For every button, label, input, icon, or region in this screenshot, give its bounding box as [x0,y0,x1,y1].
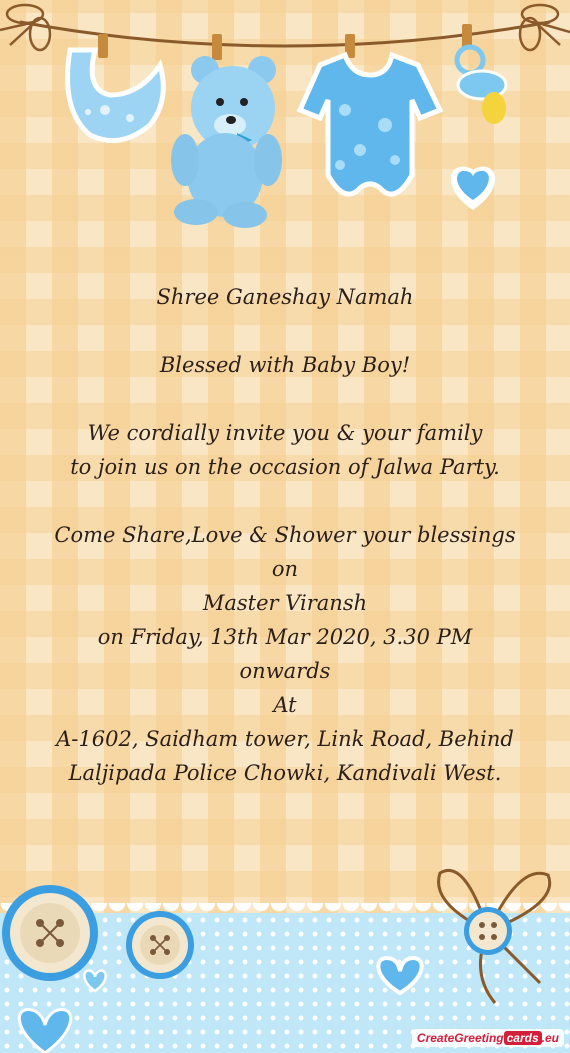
bow-icon [439,870,550,1003]
baby-name: Master Viransh [202,591,368,615]
heart-icon [84,971,105,991]
address-line-1: A-1602, Saidham tower, Link Road, Behind [56,727,514,751]
heart-icon [378,958,421,993]
at-line: At [273,693,297,717]
button-icon [126,911,194,979]
clothespin-icon [462,24,472,48]
onesie-icon [300,34,440,194]
bib-icon [68,34,164,141]
address-line-2: Laljipada Police Chowki, Kandivali West. [68,761,502,785]
heart-icon [19,1009,70,1053]
clothespin-icon [98,34,108,58]
announcement-line: Blessed with Baby Boy! [159,353,411,377]
button-icon [2,885,98,981]
on-line: on [271,557,299,581]
onwards-line: onwards [239,659,331,683]
clothespin-icon [212,34,222,60]
pacifier-icon [457,24,506,124]
bottom-illustration [0,863,570,1053]
right-bow-icon [520,5,570,50]
date-time: on Friday, 13th Mar 2020, 3.30 PM [97,625,473,649]
left-bow-icon [0,5,50,50]
invitation-text [0,280,570,790]
teddy-bear-icon [171,34,282,228]
watermark-logo: CreateGreeting cards .eu [412,1029,564,1047]
blessings-line: Come Share,Love & Shower your blessings [54,523,516,547]
invite-line-2: to join us on the occasion of Jalwa Party. [70,455,500,479]
blessing-line: Shree Ganeshay Namah [156,285,414,309]
heart-icon [451,167,495,210]
clothesline-illustration [0,0,570,245]
invite-line-1: We cordially invite you & your family [87,421,483,445]
